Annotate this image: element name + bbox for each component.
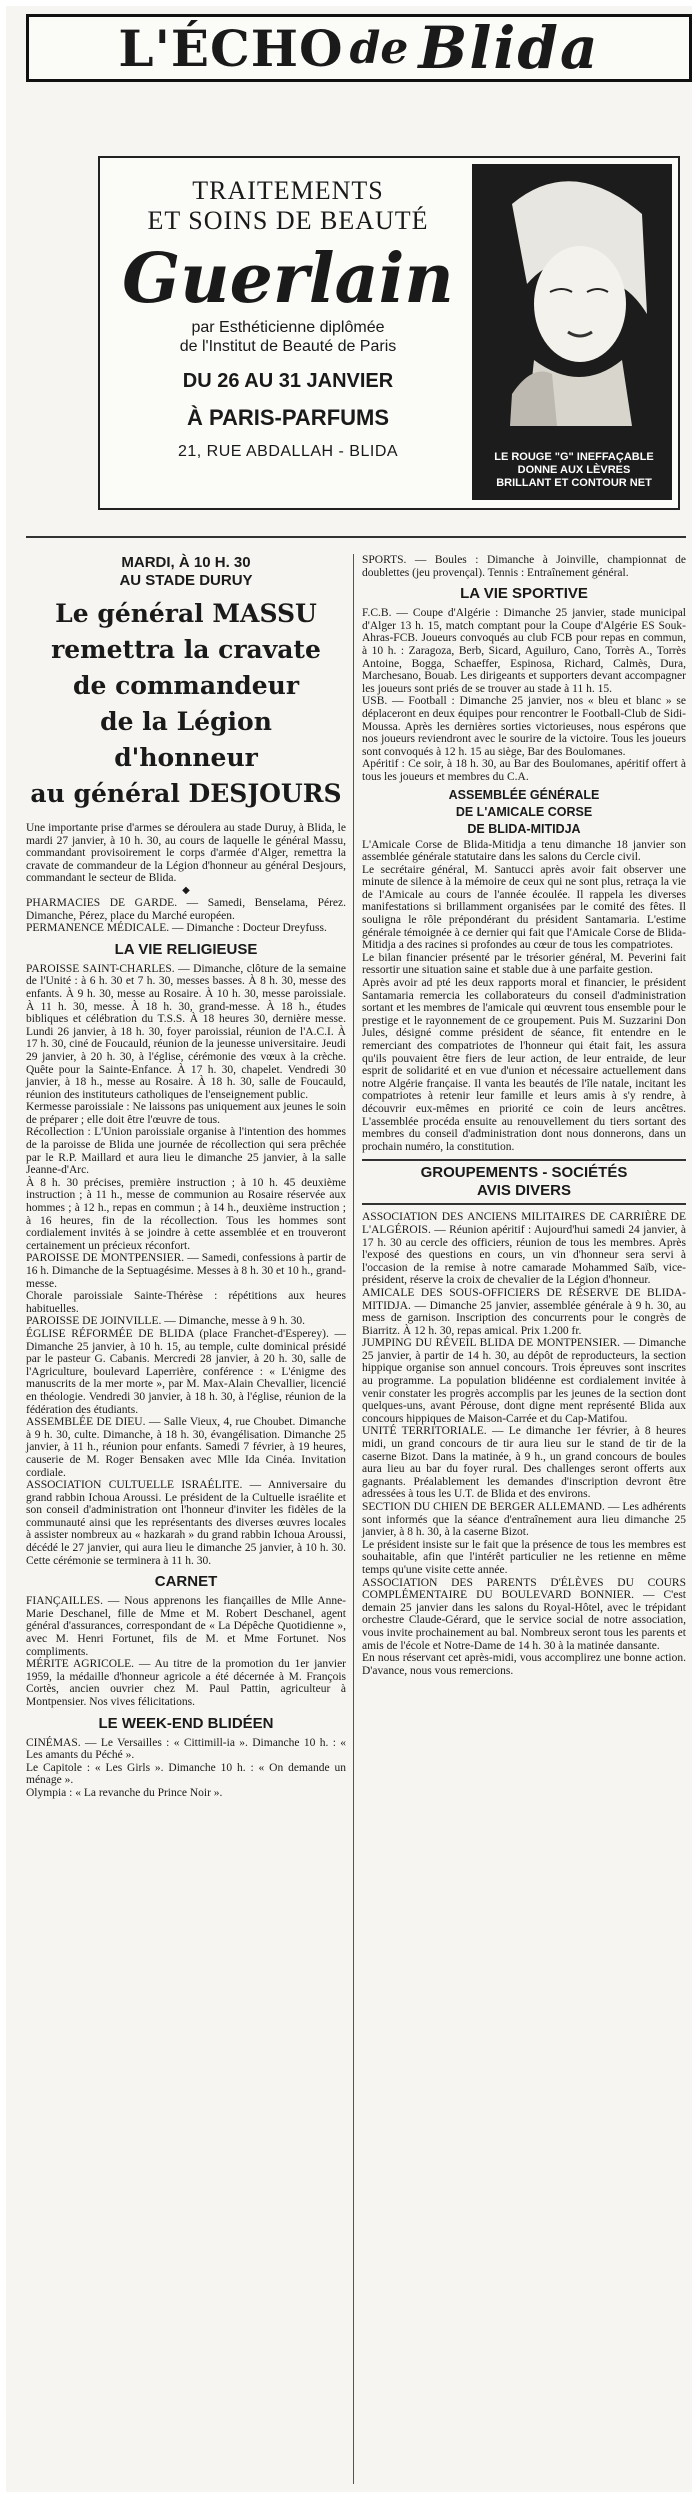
section-divider <box>26 536 686 538</box>
guerlain-advertisement <box>98 156 680 510</box>
fcb-notice: F.C.B. — Coupe d'Algérie : Dimanche 25 janvier, stade municipal d'Alger 13 h. 15, match comptant pour la Coupe d'Algérie ES Souk-Ahras-FCB. Joueurs convoqués au club FCB pour repas en commun, à 10 h. : Zaragoza, Berb, Sicard, Aguiluro, Cano, Torrès A., Torrès Antoine, Bogga, Schaeffer, Espinosa, Richard, Calmès, Dura, Marchesano, Bouab. Les dirigeants et supporters devant accompagner les joueurs sont priés de se trouver au stade à 11 h. 15. <box>362 607 686 695</box>
section-heading-carnet: CARNET <box>154 1573 218 1591</box>
article-kicker-2: AU STADE DURUY <box>119 572 253 589</box>
merite-agricole-notice: MÉRITE AGRICOLE. — Au titre de la promotion du 1er janvier 1959, la médaille d'honneur agricole a été décernée à M. François Cortès, ancien ouvrier chez M. Paul Pattin, agriculteur à Montpensier. Nos vives félicitations. <box>26 1658 346 1708</box>
ad-caption-line-1: LE ROUGE "G" INEFFAÇABLE <box>494 451 654 463</box>
ad-portrait-caption <box>486 451 662 490</box>
article-kicker-1: MARDI, À 10 H. 30 <box>121 554 251 571</box>
amicale-corse-heading-1: ASSEMBLÉE GÉNÉRALE <box>448 787 600 802</box>
amicale-corse-paragraph-3: Le bilan financier présenté par le trésorier général, M. Peverini fait ressortir une situation saine et stable due à une parfaite gestion. <box>362 951 686 977</box>
saint-charles-notice: PAROISSE SAINT-CHARLES. — Dimanche, clôture de la semaine de l'Unité : à 6 h. 30 et 7 h. 30, messes basses. À 8 h. 30, messe des enfants. À 9 h. 30, messe au Rosaire. À 10 h. 30, messe paroissiale. À 11 h. 30, messe. À 18 h. 30, grand-messe. À 18 h., études bibliques et célébration du T.S.S. À 18 heures 30, dernière messe. Lundi 26 janvier, à 18 h. 30, foyer paroissial, réunion de l'A.C.I. À 17 h. 30, ciné de Foucauld, réunion de la jeunesse universitaire. Jeudi 29 janvier, à 20 h. 30, à l'église, cérémonie des vœux à la crèche. Quête pour la Sainte-Enfance. À 17 h. 30, chapelet. Vendredi 30 janvier, à 18 h., messe au Rosaire. À 18 h. 30, salle de Foucauld, réunion des instituteurs catholiques de l'enseignement public. <box>26 962 346 1101</box>
ad-text-column <box>108 176 468 461</box>
section-heading-vie-religieuse: LA VIE RELIGIEUSE <box>114 940 258 958</box>
ad-venue: À PARIS-PARFUMS <box>186 405 390 430</box>
joinville-notice: PAROISSE DE JOINVILLE. — Dimanche, messe à 9 h. 30. <box>26 1315 306 1328</box>
ad-subline-1: par Esthéticienne diplômée <box>191 319 385 336</box>
montpensier-notice: PAROISSE DE MONTPENSIER. — Samedi, confessions à partir de 16 h. Dimanche de la Septuagésime. Messes à 8 h. 30 et 10 h., grand-messe. <box>26 1252 346 1290</box>
chien-de-berger-notice: SECTION DU CHIEN DE BERGER ALLEMAND. — Les adhérents sont informés que la séance d'entraînement aura lieu dimanche 25 janvier, à 8 h. 30, à la caserne Bizot. <box>362 1501 686 1539</box>
section-heading-vie-sportive: LA VIE SPORTIVE <box>460 585 588 603</box>
column-rule <box>353 554 354 2484</box>
cinemas-notice: CINÉMAS. — Le Versailles : « Cittimill-ia ». Dimanche 10 h. : « Les amants du Péché ». <box>26 1736 346 1762</box>
newspaper-page <box>6 6 692 2492</box>
section-heading-weekend: LE WEEK-END BLIDÉEN <box>98 1714 274 1732</box>
article-headline <box>26 596 346 812</box>
headline-line-3: de commandeur <box>72 671 299 700</box>
fiancailles-notice: FIANÇAILLES. — Nous apprenons les fiançailles de Mlle Anne-Marie Deschanel, fille de Mme et M. Robert Deschanel, agent général d'assurances, correspondant de « La Dépêche Quotidienne », avec M. Henri Fortunet, fils de M. et Mme Fortunet. Nos compliments. <box>26 1595 346 1658</box>
amicale-corse-heading-3: DE BLIDA-MITIDJA <box>467 821 581 836</box>
closing-notice: En nous réservant cet après-midi, vous accomplirez une bonne action. D'avance, nous vous remercions. <box>362 1652 686 1677</box>
unite-territoriale-notice: UNITÉ TERRITORIALE. — Le dimanche 1er février, à 8 heures midi, un grand concours de tir aura lieu sur le stand de tir de la caserne Bizot. Dans la matinée, à 9 h., un grand concours de boules aura lieu au bar du foyer rural. Des challenges seront offerts aux gagnants. Préalablement les demandes d'inscription devront être adressées à tous les U.T. de Blida et des environs. <box>362 1425 686 1501</box>
recollection-programme: À 8 h. 30 précises, première instruction ; à 10 h. 45 deuxième instruction ; à 11 h., messe de communion au Rosaire réservée aux hommes ; à 12 h., repas en commun ; à 14 h., deuxième instruction ; à 16 heures, fin de la récollection. Tous les hommes sont cordialement invités à se joindre à cette assemblée et en trouveront certainement un précieux réconfort. <box>26 1176 346 1252</box>
headline-line-2: remettra la cravate <box>51 635 321 664</box>
masthead-title-part3: Blida <box>418 14 600 82</box>
recollection-notice: Récollection : L'Union paroissiale organise à l'intention des hommes de la paroisse de Blida une journée de récollection qui sera prêchée par le R.P. Maillard et aura lieu le dimanche 25 janvier, à la salle Jeanne-d'Arc. <box>26 1126 346 1177</box>
ad-portrait-image <box>472 164 672 500</box>
ad-address: 21, RUE ABDALLAH - BLIDA <box>177 443 399 460</box>
masthead <box>26 14 692 82</box>
sports-notice: SPORTS. — Boules : Dimanche à Joinville, championnat de doublettes (jeu provençal). Tennis : Entraînement général. <box>362 554 686 579</box>
amicale-corse-heading-2: DE L'AMICALE CORSE <box>455 804 593 819</box>
olympia-notice: Olympia : « La revanche du Prince Noir ». <box>26 1786 223 1799</box>
assemblee-de-dieu-notice: ASSEMBLÉE DE DIEU. — Salle Vieux, 4, rue Choubet. Dimanche à 9 h. 30, culte. Dimanche, à 18 h. 30, évangélisation. Dimanche 25 janvier, à 11 h., réunion pour enfants. Samedi 7 février, à 19 heures, causerie de M. Roger Bensaken avec Mlle Ida Cinéa. Invitation cordiale. <box>26 1416 346 1479</box>
pharmacies-notice: PHARMACIES DE GARDE. — Samedi, Benselama, Pérez. Dimanche, Pérez, place du Marché européen. <box>26 896 346 922</box>
amicale-corse-paragraph-4: Après avoir ad pté les deux rapports moral et financier, le président Santamaria remercia les collaborateurs du conseil d'administration sortant et les membres de l'amicale qui œuvrent tous ensemble pour le prestige et le rayonnement de ce groupement. Puis M. Suzzarini Don Jules, désigné comme président de séance, fit entendre en le remerciant des compatriotes de l'honneur qui était fait, les assura qu'ils pouvaient être fiers de leur action, de leur entraide, de leur esprit de solidarité et en vue d'union et nécessaire actuellement dans notre Algérie française. Il vanta les beautés de l'île natale, incitant les compatriotes à retenir leur famille et leurs amis à s'y rendre, à découvrir eux-mêmes en priorité ce coin de leurs ancêtres. L'assemblée procéda ensuite au renouvellement du tiers sortant des membres du conseil d'administration dont nous donnerons, dans un prochain numéro, la constitution. <box>362 977 686 1153</box>
chorale-notice: Chorale paroissiale Sainte-Thérèse : répétitions aux heures habituelles. <box>26 1290 346 1315</box>
permanence-notice: PERMANENCE MÉDICALE. — Dimanche : Docteur Dreyfuss. <box>26 922 327 935</box>
ad-dates: DU 26 AU 31 JANVIER <box>182 370 394 392</box>
kermesse-notice: Kermesse paroissiale : Ne laissons pas uniquement aux jeunes le soin de préparer ; elle doit être l'œuvre de tous. <box>26 1101 346 1126</box>
amicale-corse-paragraph-1: L'Amicale Corse de Blida-Mitidja a tenu dimanche 18 janvier son assemblée générale statutaire dans les salons du Cercle civil. <box>362 838 686 864</box>
headline-line-1: Le général MASSU <box>55 599 317 628</box>
woman-portrait-illustration <box>472 164 672 500</box>
ad-line-1: TRAITEMENTS <box>192 176 384 205</box>
article-lead: Une importante prise d'armes se déroulera au stade Duruy, à Blida, le mardi 27 janvier, à 10 h. 30, au cours de laquelle le général Massu, commandant provisoirement le corps d'armée d'Alger, remettra la cravate de commandeur de la Légion d'honneur au général Desjours, commandant le secteur de Blida. <box>26 822 346 885</box>
ad-subline-2: de l'Institut de Beauté de Paris <box>179 338 397 355</box>
section-heading-avis-divers: AVIS DIVERS <box>477 1182 571 1200</box>
jumping-notice: JUMPING DU RÉVEIL BLIDA DE MONTPENSIER. — Dimanche 25 janvier, à partir de 14 h. 30, au dépôt de reproducteurs, la section hippique organise son annuel concours. Trois épreuves sont inscrites au programme. La population blidéenne est cordialement invitée à venir constater les progrès accomplis par les jeunes de la section dont quelques-uns, avant Pérouse, dont digne ment représenté Blida aux concours hippiques de Maison-Carrée et du Cap-Matifou. <box>362 1337 686 1425</box>
section-heading-groupements: GROUPEMENTS - SOCIÉTÉS <box>420 1164 628 1182</box>
ad-caption-line-3: BRILLANT ET CONTOUR NET <box>496 477 652 489</box>
parents-eleves-notice: ASSOCIATION DES PARENTS D'ÉLÈVES DU COURS COMPLÉMENTAIRE DU BOULEVARD BONNIER. — C'est demain 25 janvier dans les salons du Royal-Hôtel, avec le trépidant orchestre Claude-Gérard, que le service social de notre association, vous invite prochainement au bal. Nombreux seront tous les parents et amis de l'école et Notre-Dame de 14 h. 30 à la matinée dansante. <box>362 1576 686 1652</box>
headline-line-4: de la Légion d'honneur <box>100 707 272 772</box>
association-israelite-notice: ASSOCIATION CULTUELLE ISRAÉLITE. — Anniversaire du grand rabbin Ichoua Aroussi. Le président de la Cultuelle israélite et son conseil d'administration ont l'honneur d'inviter les fidèles de la communauté ainsi que les représentants des diverses œuvres locales à assister nombreux au « hazkarah » du grand rabbin Ichoua Aroussi, décédé le 27 janvier, qui aura lieu le dimanche 25 janvier, à 10 h. 30. Cette cérémonie se terminera à 11 h. 30. <box>26 1479 346 1567</box>
anciens-militaires-notice: ASSOCIATION DES ANCIENS MILITAIRES DE CARRIÈRE DE L'ALGÉROIS. — Réunion apéritif : Aujourd'hui samedi 24 janvier, à 17 h. 30 au cercle des officiers, réunion de tous les membres. Après l'exposé des questions en cours, un vin d'honneur sera servi à l'occasion de la remise à notre camarade Mohammed Saïb, vice-président, réserve la croix de chevalier de la Légion d'honneur. <box>362 1211 686 1287</box>
ad-line-2: ET SOINS DE BEAUTÉ <box>147 206 429 235</box>
left-column <box>26 554 346 1800</box>
right-column <box>362 554 686 1677</box>
ad-brand-logo: Guerlain <box>122 239 454 319</box>
headline-line-5: au général DESJOURS <box>30 779 342 808</box>
ad-caption-line-2: DONNE AUX LÈVRES <box>517 464 631 476</box>
amicale-corse-paragraph-2: Le secrétaire général, M. Santucci après avoir fait observer une minute de silence à la mémoire de ceux qui ne sont plus, retraça la vie de l'Amicale au cours de l'année écoulée. Il rappela les diverses manifestations si brillamment organisées par le comité des fêtes. Il souligna le rôle prépondérant du président Santamaria. L'estime générale témoignée à ce dernier qui fait que l'Amicale Corse de Blida-Mitidja a des racines si profondes au cœur de tous les compatriotes. <box>362 863 686 952</box>
aperitif-notice: Apéritif : Ce soir, à 18 h. 30, au Bar des Boulomanes, apéritif offert à tous les joueurs et membres du C.A. <box>362 758 686 783</box>
capitole-notice: Le Capitole : « Les Girls ». Dimanche 10 h. : « On demande un ménage ». <box>26 1761 346 1787</box>
eglise-reformee-notice: ÉGLISE RÉFORMÉE DE BLIDA (place Franchet-d'Esperey). — Dimanche 25 janvier, à 10 h. 15, au temple, culte dominical présidé par le pasteur G. Cabanis. Mercredi 28 janvier, à 20 h. 30, salle de l'Agriculture, boulevard Laperrière, conférence : « L'énigme des manuscrits de la mer morte », par M. Max-Alain Chevallier, licencié en théologie. Vendredi 30 janvier, à 18 h. 30, à l'église, réunion de la fédération des étudiants. <box>26 1327 346 1416</box>
president-notice: Le président insiste sur le fait que la présence de tous les membres est souhaitable, afin que l'intérêt particulier ne les retienne en même temps qu'une visite cette année. <box>362 1538 686 1576</box>
sous-officiers-notice: AMICALE DES SOUS-OFFICIERS DE RÉSERVE DE BLIDA-MITIDJA. — Dimanche 25 janvier, assemblée générale à 9 h. 30, au mess de garnison. Inscription des concurrents pour le congrès de Biarritz. À 12 h. 30, repas amical. Prix 1.200 fr. <box>362 1286 686 1337</box>
ornament-divider: ◆ <box>182 884 190 896</box>
masthead-title-part1: L'ÉCHO <box>118 18 344 78</box>
groupements-heading-box <box>362 1159 686 1205</box>
usb-notice: USB. — Football : Dimanche 25 janvier, nos « bleu et blanc » se déplaceront en deux équipes pour rencontrer le Football-Club de Sidi-Moussa. Après les dernières sorties victorieuses, nous espérons que nos joueurs reviendront avec le sourire de la victoire. Tous les joueurs sont convoqués à 12 h. 15 au siège, Bar des Boulomanes. <box>362 695 686 758</box>
masthead-title-part2: de <box>349 22 409 74</box>
